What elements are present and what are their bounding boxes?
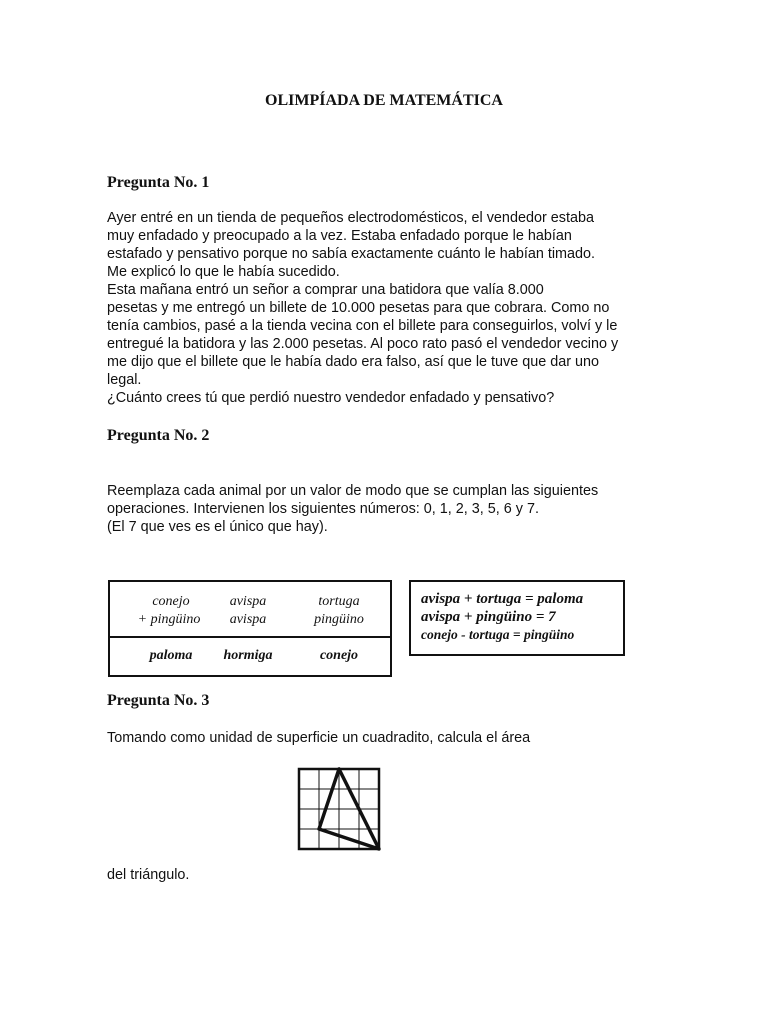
addend-1-cell: conejo xyxy=(152,594,190,609)
question-1-heading: Pregunta No. 1 xyxy=(107,174,210,191)
result-cell: hormiga xyxy=(223,648,273,663)
result-cell: paloma xyxy=(149,648,193,663)
result-cell: conejo xyxy=(319,648,359,663)
q1-line: tenía cambios, pasé a la tienda vecina con el billete para conseguirlos, volví y le xyxy=(107,318,618,334)
q3-line: Tomando como unidad de superficie un cuadradito, calcula el área xyxy=(107,730,531,746)
addend-2-cell: + pingüino xyxy=(137,612,201,627)
q3-line: del triángulo. xyxy=(107,867,190,883)
question-2-heading: Pregunta No. 2 xyxy=(107,427,210,444)
question-3-text-end xyxy=(107,866,667,884)
q1-line: muy enfadado y preocupado a la vez. Estaba enfadado porque le habían xyxy=(107,228,572,244)
page-title: OLIMPÍADA DE MATEMÁTICA xyxy=(265,92,503,109)
sum-line xyxy=(110,636,390,638)
q1-line: entregué la batidora y las 2.000 pesetas. Al poco rato pasó el vendedor vecino y xyxy=(107,336,619,352)
q1-line: Esta mañana entró un señor a comprar una batidora que valía 8.000 xyxy=(107,282,544,298)
addition-puzzle-table xyxy=(108,580,392,677)
q1-line: estafado y pensativo porque no sabía exactamente cuánto le habían timado. xyxy=(107,246,596,262)
addend-1-cell: tortuga xyxy=(318,594,360,609)
triangle-grid-figure xyxy=(297,767,381,851)
q1-line: pesetas y me entregó un billete de 10.000 pesetas para que cobrara. Como no xyxy=(107,300,610,316)
question-1-text xyxy=(107,209,667,407)
q2-line: (El 7 que ves es el único que hay). xyxy=(107,519,328,535)
q1-line: ¿Cuánto crees tú que perdió nuestro vendedor enfadado y pensativo? xyxy=(107,390,555,406)
equation: conejo - tortuga = pingüino xyxy=(421,627,575,642)
q1-line: legal. xyxy=(107,372,142,388)
q1-line: Ayer entré en un tienda de pequeños electrodomésticos, el vendedor estaba xyxy=(107,210,594,226)
q1-line: Me explicó lo que le había sucedido. xyxy=(107,264,340,280)
question-3-heading: Pregunta No. 3 xyxy=(107,692,210,709)
q2-line: operaciones. Intervienen los siguientes números: 0, 1, 2, 3, 5, 6 y 7. xyxy=(107,501,539,517)
addend-2-cell: avispa xyxy=(229,612,267,627)
question-3-text xyxy=(107,729,667,747)
q1-line: me dijo que el billete que le había dado era falso, así que le tuve que dar uno xyxy=(107,354,600,370)
equation: avispa + pingüino = 7 xyxy=(421,609,556,625)
q2-line: Reemplaza cada animal por un valor de modo que se cumplan las siguientes xyxy=(107,483,599,499)
addend-2-cell: pingüino xyxy=(314,612,364,627)
addend-1-cell: avispa xyxy=(229,594,267,609)
question-2-text xyxy=(107,482,667,536)
equation: avispa + tortuga = paloma xyxy=(421,591,584,607)
equations-box xyxy=(409,580,625,656)
